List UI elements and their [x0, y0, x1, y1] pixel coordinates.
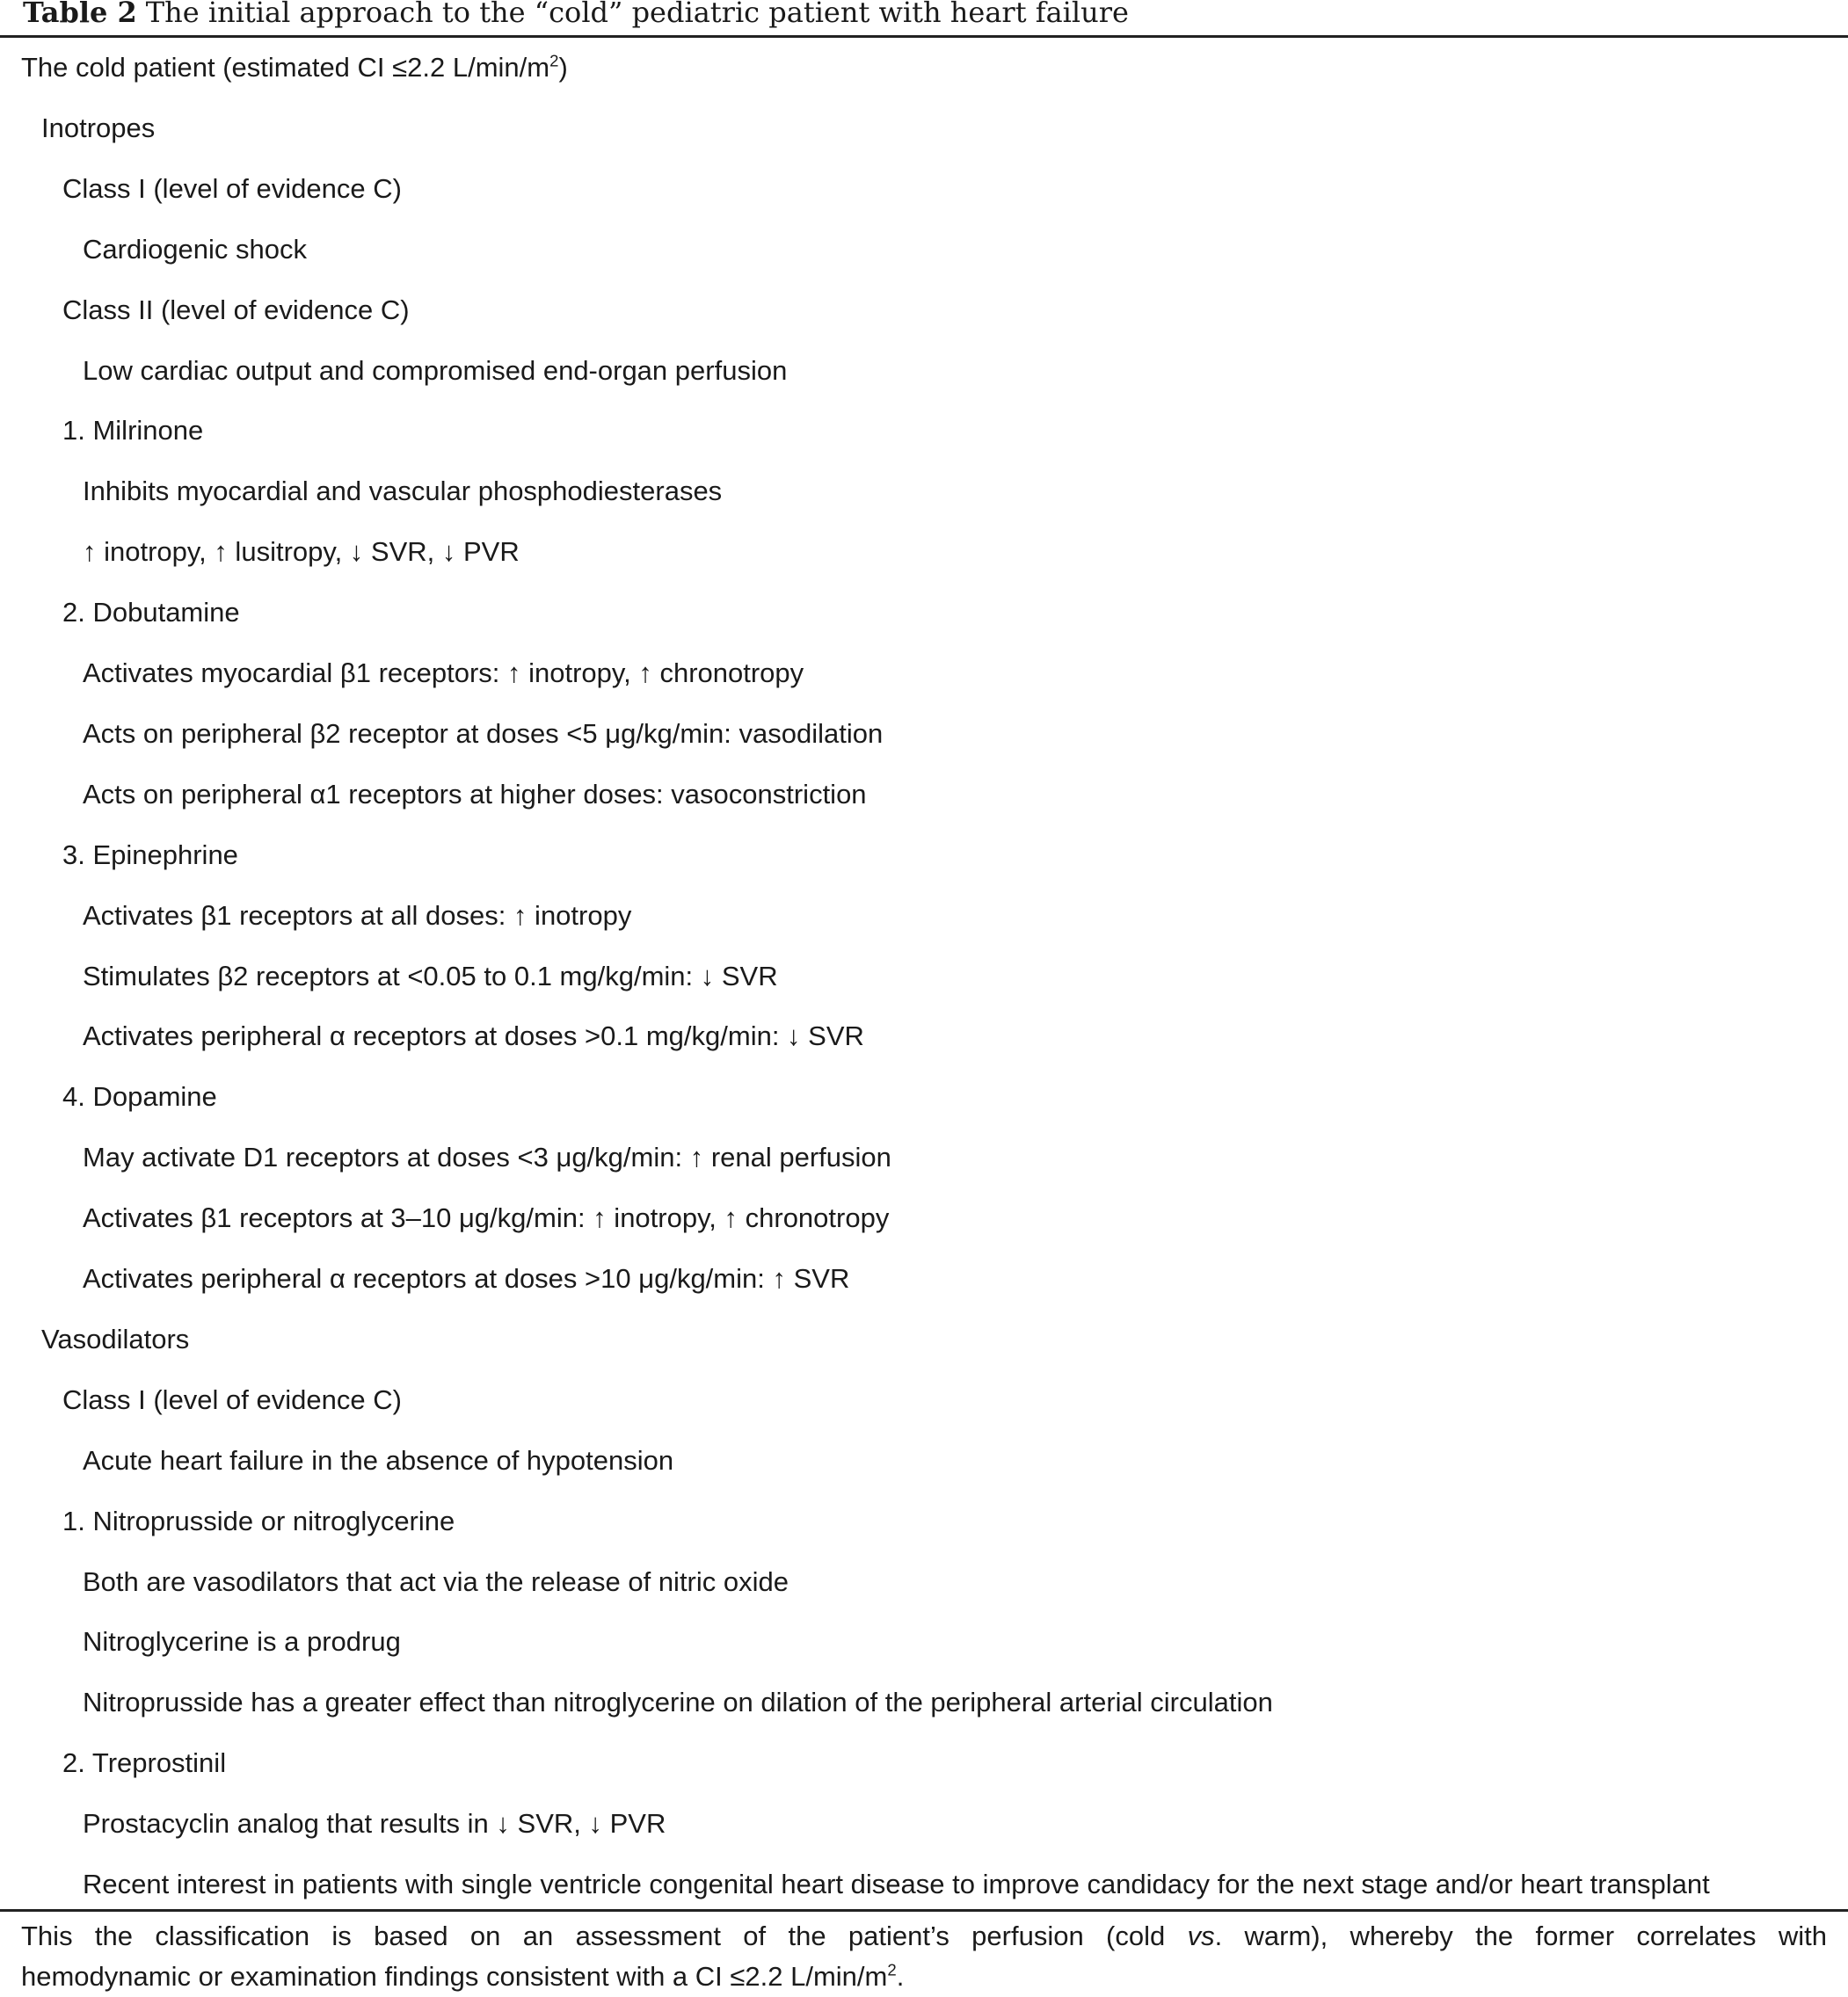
table-row: Vasodilators [41, 1324, 190, 1354]
header-row-superscript: 2 [549, 51, 559, 70]
table-title: The initial approach to the “cold” pediatric patient with heart failure [145, 0, 1129, 29]
footnote-line-2 [21, 1957, 1827, 1997]
table-row: Acts on peripheral β2 receptor at doses <5 μg/kg/min: vasodilation [83, 718, 884, 749]
table-row: Activates β1 receptors at all doses: ↑ inotropy [83, 900, 632, 931]
table-row: Class I (level of evidence C) [62, 173, 402, 204]
table-header-row [21, 46, 568, 90]
table-row: Acute heart failure in the absence of hypotension [83, 1445, 674, 1476]
table-row: Both are vasodilators that act via the release of nitric oxide [83, 1566, 789, 1597]
table-row: 1. Nitroprusside or nitroglycerine [62, 1506, 455, 1536]
table-caption [23, 0, 1129, 30]
table-row: Nitroglycerine is a prodrug [83, 1626, 401, 1657]
table-row: Class II (level of evidence C) [62, 294, 410, 325]
footnote-part-2: . warm), whereby the former correlates with [1214, 1921, 1827, 1951]
table-row: Low cardiac output and compromised end-organ perfusion [83, 355, 788, 386]
table-row: Inotropes [41, 113, 156, 143]
table-row: Activates β1 receptors at 3–10 μg/kg/min: ↑ inotropy, ↑ chronotropy [83, 1202, 890, 1233]
table-row: Nitroprusside has a greater effect than nitroglycerine on dilation of the peripheral arterial circulation [83, 1687, 1273, 1717]
table-row: Recent interest in patients with single ventricle congenital heart disease to improve candidacy for the next stage and/or heart transplant [83, 1869, 1710, 1899]
footnote-superscript: 2 [887, 1960, 897, 1979]
footnote-vs: vs [1187, 1921, 1215, 1951]
table-row: 4. Dopamine [62, 1081, 217, 1112]
table-footnote [21, 1916, 1827, 1997]
table-row: Activates myocardial β1 receptors: ↑ inotropy, ↑ chronotropy [83, 657, 804, 688]
table-row: Activates peripheral α receptors at doses >0.1 mg/kg/min: ↓ SVR [83, 1020, 864, 1051]
table-row: Prostacyclin analog that results in ↓ SVR, ↓ PVR [83, 1808, 666, 1839]
table-row: Activates peripheral α receptors at doses >10 μg/kg/min: ↑ SVR [83, 1263, 850, 1294]
bottom-rule [0, 1909, 1848, 1912]
table-row: 3. Epinephrine [62, 839, 238, 870]
footnote-part-1: This the classification is based on an assessment of the patient’s perfusion (cold [21, 1921, 1188, 1951]
table-row: Acts on peripheral α1 receptors at higher doses: vasoconstriction [83, 779, 867, 810]
table-row: 2. Treprostinil [62, 1747, 227, 1778]
top-rule [0, 35, 1848, 38]
table-row: May activate D1 receptors at doses <3 μg/kg/min: ↑ renal perfusion [83, 1142, 891, 1173]
footnote-line-1 [21, 1916, 1827, 1957]
table-row: Class I (level of evidence C) [62, 1384, 402, 1415]
footnote-part-4: . [896, 1961, 905, 1992]
table-row: Cardiogenic shock [83, 234, 308, 265]
table-label: Table 2 [23, 0, 137, 29]
header-row-tail: ) [558, 52, 568, 83]
header-row-text: The cold patient (estimated CI ≤2.2 L/min/m [21, 52, 550, 83]
footnote-part-3: hemodynamic or examination findings consistent with a CI ≤2.2 L/min/m [21, 1961, 888, 1992]
table-row: Inhibits myocardial and vascular phosphodiesterases [83, 476, 723, 506]
table-row: Stimulates β2 receptors at <0.05 to 0.1 mg/kg/min: ↓ SVR [83, 961, 778, 991]
table-row: ↑ inotropy, ↑ lusitropy, ↓ SVR, ↓ PVR [83, 536, 520, 567]
table-row: 2. Dobutamine [62, 597, 240, 628]
table-row: 1. Milrinone [62, 415, 204, 446]
